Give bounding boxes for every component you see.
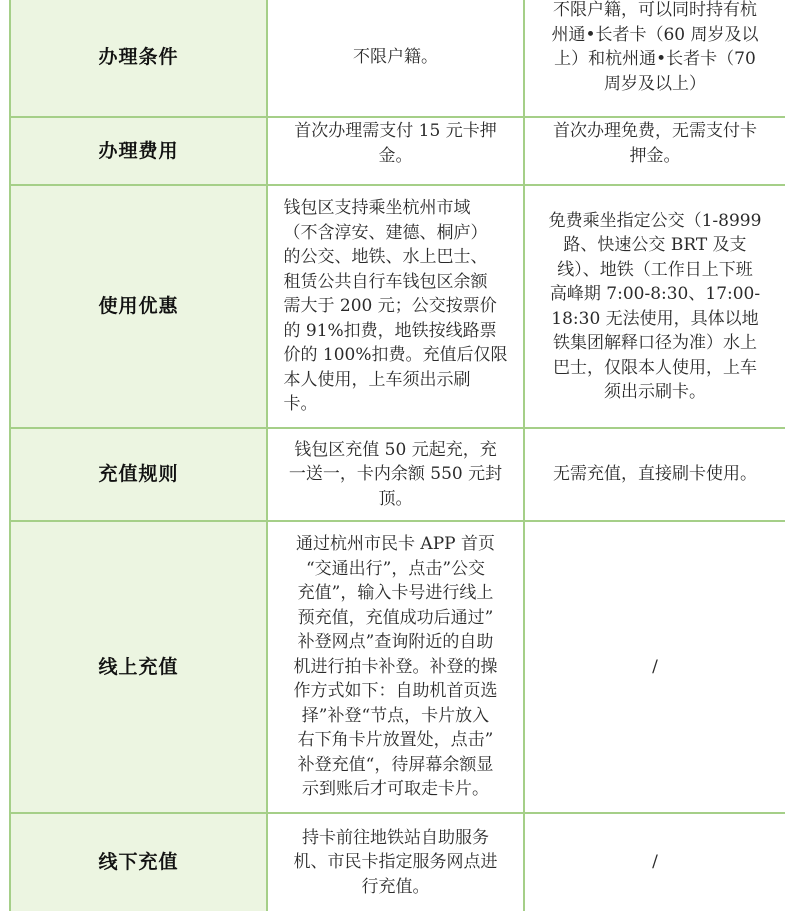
row-header-label: 使用优惠 [98, 295, 179, 318]
cell-text: 不限户籍，可以同时持有杭 州通•长者卡（60 周岁及以 上）和杭州通•长者卡（70 周岁及以上） [551, 0, 759, 94]
table-cell [268, 118, 525, 186]
table-cell [268, 429, 525, 522]
table-cell [525, 0, 785, 118]
cell-text: 钱包区充值 50 元起充，充 一送一，卡内余额 550 元封 顶。 [288, 439, 503, 509]
cell-text: 通过杭州市民卡 APP 首页 “交通出行”，点击”公交 充值”，输入卡号进行线上 预充值，充值成功后通过” 补登网点”查询附近的自助 机进行拍卡补登。补登的操 作方式如下：自助机首页选 择”补登“节点，卡片放入 右下角卡片放置处，点击” 补登充值“，待屏幕余额显 示到账后才可取走卡片。 [293, 534, 498, 800]
table-cell [525, 429, 785, 522]
cell-text: 免费乘坐指定公交（1-8999 路、快速公交 BRT 及支 线）、地铁（工作日上下班 高峰期 7:00-8:30、17:00- 18:30 无法使用，具体以地 铁集团解释口径为准）水上 巴士，仅限本人使用，上车 须出示刷卡。 [548, 210, 762, 402]
cell-text: 不限户籍。 [353, 46, 438, 67]
row-header-label: 线上充值 [98, 655, 179, 678]
cell-text: / [652, 656, 658, 677]
cell-text: 钱包区支持乘坐杭州市域 （不含淳安、建德、桐庐） 的公交、地铁、水上巴士、 租赁公共自行车钱包区余额 需大于 200 元；公交按票价 的 91%扣费，地铁按线路票 价的 100%扣费。充值后仅限 本人使用，上车须出示刷 卡。 [283, 198, 508, 415]
cell-text: 无需充值，直接刷卡使用。 [553, 464, 757, 485]
row-header-cell [11, 0, 268, 118]
table-cell [268, 0, 525, 118]
row-header-label: 办理条件 [98, 45, 179, 68]
row-header-cell [11, 118, 268, 186]
cell-text: 首次办理需支付 15 元卡押 金。 [294, 121, 497, 166]
table-cell [525, 186, 785, 429]
table-cell [525, 118, 785, 186]
table-cell [525, 814, 785, 911]
table-cell [268, 186, 525, 429]
cell-text: 首次办理免费，无需支付卡 押金。 [553, 121, 757, 166]
comparison-table [9, 0, 783, 911]
table-cell [268, 814, 525, 911]
row-header-cell [11, 429, 268, 522]
row-header-label: 充值规则 [98, 463, 179, 486]
cell-text: / [652, 852, 658, 873]
row-header-label: 线下充值 [98, 851, 179, 874]
row-header-cell [11, 186, 268, 429]
cell-text: 持卡前往地铁站自助服务 机、市民卡指定服务网点进 行充值。 [293, 827, 498, 897]
row-header-cell [11, 814, 268, 911]
row-header-label: 办理费用 [98, 139, 179, 162]
table-cell [268, 522, 525, 814]
row-header-cell [11, 522, 268, 814]
table-cell [525, 522, 785, 814]
